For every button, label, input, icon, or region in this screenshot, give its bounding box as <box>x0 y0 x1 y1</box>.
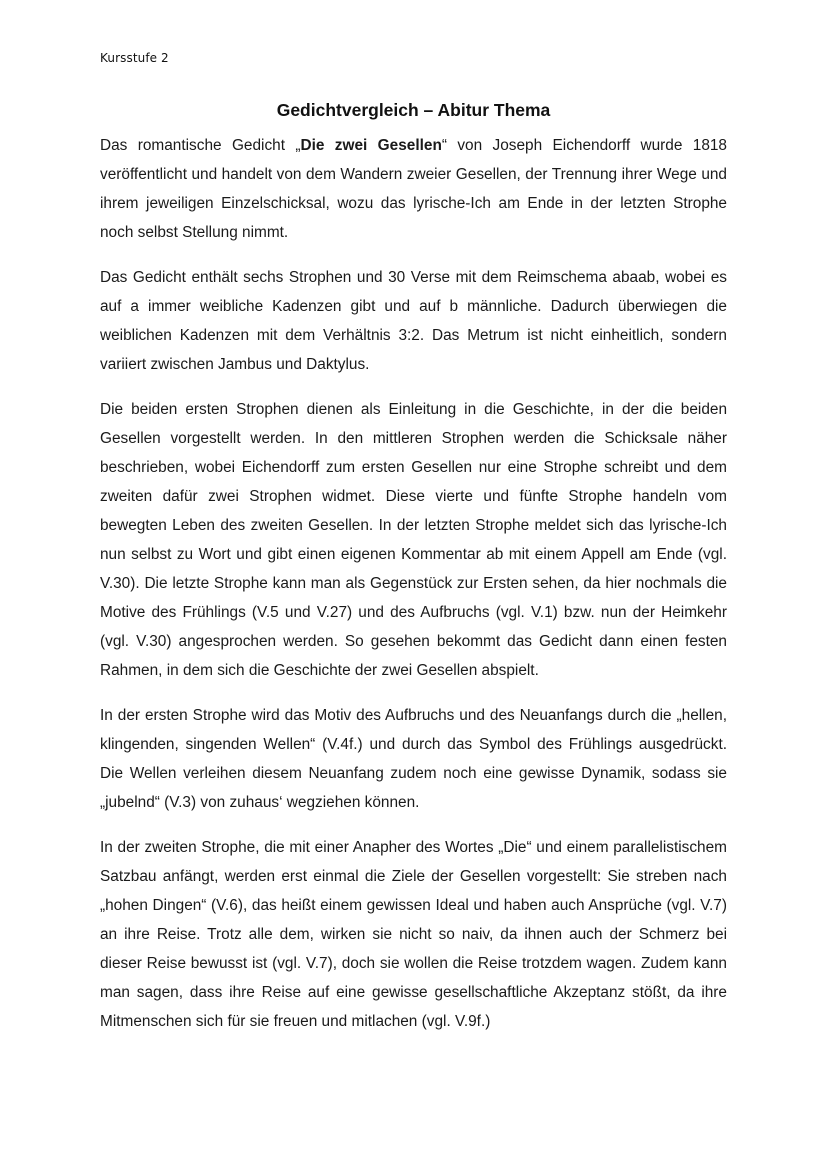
paragraph-form: Das Gedicht enthält sechs Strophen und 30 Verse mit dem Reimschema abaab, wobei es auf a immer weibliche Kadenzen gibt und auf b männliche. Dadurch überwiegen die weiblichen Kadenzen mit dem Verhältnis 3:2. Das Metrum ist nicht einheitlich, sondern variiert zwischen Jambus und Daktylus. <box>100 269 727 373</box>
paragraph-intro-before: Das romantische Gedicht „ <box>100 137 301 154</box>
header-label: Kursstufe 2 <box>100 51 169 65</box>
paragraph-structure: Die beiden ersten Strophen dienen als Einleitung in die Geschichte, in der die beiden Gesellen vorgestellt werden. In den mittleren Strophen werden die Schicksale näher beschrieben, wobei Eichendorff zum ersten Gesellen nur eine Strophe schreibt und dem zweiten dafür zwei Strophen widmet. Diese vierte und fünfte Strophe handeln vom bewegten Leben des zweiten Gesellen. In der letzten Strophe meldet sich das lyrische-Ich nun selbst zu Wort und gibt einen eigenen Kommentar ab mit einem Appell am Ende (vgl. V.30). Die letzte Strophe kann man als Gegenstück zur Ersten sehen, da hier nochmals die Motive des Frühlings (V.5 und V.27) und des Aufbruchs (vgl. V.1) bzw. nun der Heimkehr (vgl. V.30) angesprochen werden. So gesehen bekommt das Gedicht dann einen festen Rahmen, in dem sich die Geschichte der zwei Gesellen abspielt. <box>100 401 727 679</box>
document-body <box>100 131 727 1052</box>
paragraph-intro <box>100 131 727 247</box>
paragraph-second-stanza: In der zweiten Strophe, die mit einer Anapher des Wortes „Die“ und einem parallelistischem Satzbau anfängt, werden erst einmal die Ziele der Gesellen vorgestellt: Sie streben nach „hohen Dingen“ (V.6), das heißt einem gewissen Ideal und haben auch Ansprüche (vgl. V.7) an ihre Reise. Trotz alle dem, wirken sie nicht so naiv, da ihnen auch der Schmerz bei dieser Reise bewusst ist (vgl. V.7), doch sie wollen die Reise trotzdem wagen. Zudem kann man sagen, dass ihre Reise auf eine gewisse gesellschaftliche Akzeptanz stößt, da ihre Mitmenschen sich für sie freuen und mitlachen (vgl. V.9f.) <box>100 839 727 1030</box>
paragraph-intro-after: “ von Joseph Eichendorff wurde 1818 veröffentlicht und handelt von dem Wandern zweier Gesellen, der Trennung ihrer Wege und ihrem jeweiligen Einzelschicksal, wozu das lyrische-Ich am Ende in der letzten Strophe noch selbst Stellung nimmt. <box>100 137 727 241</box>
paragraph-first-stanza: In der ersten Strophe wird das Motiv des Aufbruchs und des Neuanfangs durch die „hellen, klingenden, singenden Wellen“ (V.4f.) und durch das Symbol des Frühlings ausgedrückt. Die Wellen verleihen diesem Neuanfang zudem noch eine gewisse Dynamik, sodass sie „jubelnd“ (V.3) von zuhaus‘ wegziehen können. <box>100 707 727 811</box>
page-title: Gedichtvergleich – Abitur Thema <box>276 100 551 120</box>
poem-title: Die zwei Gesellen <box>300 137 442 154</box>
